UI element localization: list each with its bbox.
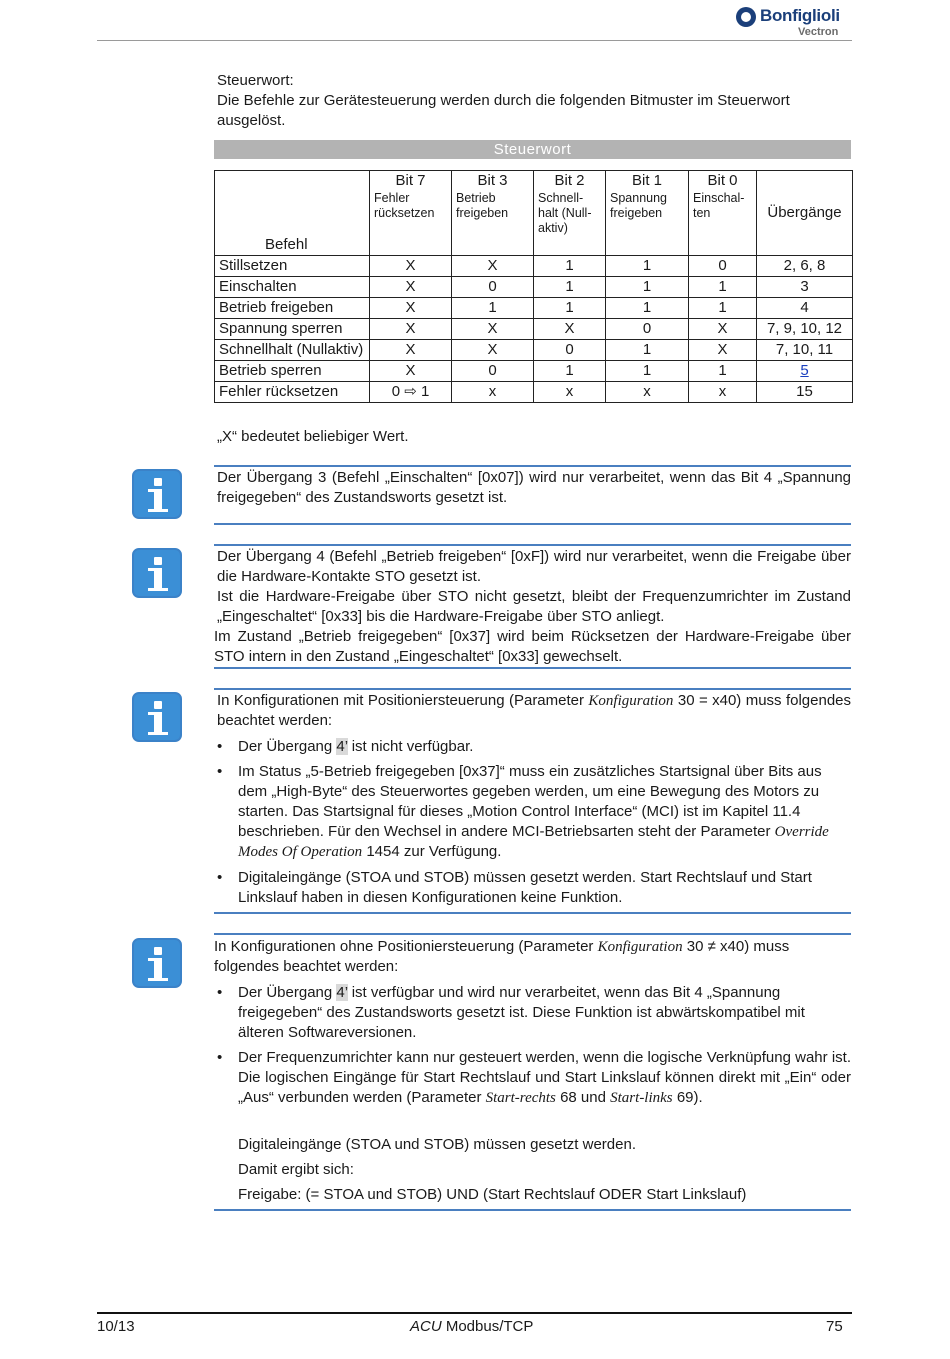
- parameter-name: Konfiguration: [588, 693, 674, 709]
- table-footnote: „X“ bedeutet beliebiger Wert.: [217, 428, 409, 445]
- note2-p1: Der Übergang 4 (Befehl „Betrieb freigeben“ [0xF]) wird nur verarbeitet, wenn die Freigabe über die Hardware-Kontakte STO gesetzt ist.: [217, 548, 851, 585]
- note4-intro: In Konfigurationen ohne Positioniersteuerung (Parameter Konfiguration 30 ≠ x40) muss folgendes beachtet werden:: [214, 938, 790, 975]
- command-cell: Betrieb sperren: [215, 360, 370, 381]
- table-row: [215, 339, 853, 360]
- logo-sub: Vectron: [798, 26, 839, 38]
- transition-cell: 4: [757, 297, 853, 318]
- bit-value: x: [606, 381, 689, 402]
- bit-value: X: [689, 339, 757, 360]
- transition-cell: 15: [757, 381, 853, 402]
- bit-value: 1: [606, 276, 689, 297]
- bit-value: x: [452, 381, 534, 402]
- parameter-name: Start-links: [610, 1090, 673, 1106]
- bit-value: X: [689, 318, 757, 339]
- bit-value: 0: [452, 360, 534, 381]
- bit-value: 0: [452, 276, 534, 297]
- bit-header: Bit 0: [689, 171, 757, 192]
- note-rule-top: [214, 465, 851, 467]
- note-rule-bottom: [214, 1209, 851, 1211]
- command-cell: Stillsetzen: [215, 255, 370, 276]
- steuerwort-table: [214, 170, 853, 403]
- info-icon: [132, 469, 182, 519]
- bit-description: Betrieb freigeben: [452, 191, 534, 255]
- bit-value: X: [452, 318, 534, 339]
- note2-p3: Im Zustand „Betrieb freigegeben“ [0x37] wird beim Rücksetzen der Hardware-Freigabe über STO intern in den Zustand „Eingeschaltet“ [0x33] gewechselt.: [214, 628, 851, 665]
- section-title: Steuerwort:: [217, 72, 294, 89]
- table-row: [215, 360, 853, 381]
- bit-value: x: [689, 381, 757, 402]
- bit-value: X: [370, 339, 452, 360]
- bit-value: 0: [606, 318, 689, 339]
- bit-description: Spannung freigeben: [606, 191, 689, 255]
- bit-value: X: [370, 276, 452, 297]
- highlighted-ref: 4’: [336, 738, 348, 755]
- header-rule: [97, 40, 852, 41]
- bit-value: 1: [534, 255, 606, 276]
- bit-value: 0 ⇨ 1: [370, 381, 452, 402]
- note4-line: Damit ergibt sich:: [238, 1161, 354, 1178]
- bit-value: X: [370, 255, 452, 276]
- footer-title: ACU Modbus/TCP: [410, 1318, 534, 1335]
- parameter-name: Override Modes Of Operation: [238, 824, 829, 860]
- parameter-name: Start-rechts: [485, 1090, 556, 1106]
- table-row: [215, 276, 853, 297]
- bit-value: 1: [689, 276, 757, 297]
- uebergaenge-header: Übergänge: [757, 171, 853, 256]
- command-cell: Fehler rücksetzen: [215, 381, 370, 402]
- table-band-title: Steuerwort: [214, 140, 851, 159]
- bit-value: 1: [689, 360, 757, 381]
- bit-value: X: [534, 318, 606, 339]
- note4-formula: Freigabe: (= STOA und STOB) UND (Start Rechtslauf ODER Start Linkslauf): [238, 1186, 747, 1203]
- bit-value: X: [370, 297, 452, 318]
- note-rule-bottom: [214, 523, 851, 525]
- transition-cell: 7, 10, 11: [757, 339, 853, 360]
- logo-brand: Bonfiglioli: [760, 6, 840, 25]
- bonfiglioli-logo: [736, 4, 854, 38]
- bit-value: 0: [534, 339, 606, 360]
- bit-value: X: [370, 318, 452, 339]
- command-cell: Betrieb freigeben: [215, 297, 370, 318]
- info-icon: [132, 938, 182, 988]
- command-cell: Spannung sperren: [215, 318, 370, 339]
- bit-description: Einschal-ten: [689, 191, 757, 255]
- bit-value: 1: [534, 297, 606, 318]
- info-icon: [132, 548, 182, 598]
- bit-value: 1: [606, 255, 689, 276]
- note-rule-bottom: [214, 667, 851, 669]
- bit-value: 1: [689, 297, 757, 318]
- footer-rule: [97, 1312, 852, 1314]
- bullet-icon: •: [217, 738, 223, 755]
- bit-value: 1: [606, 360, 689, 381]
- logo-mark-icon: [736, 7, 756, 27]
- bit-header: Bit 7: [370, 171, 452, 192]
- highlighted-ref: 4’: [336, 984, 348, 1001]
- bit-value: X: [452, 339, 534, 360]
- note-rule-top: [214, 544, 851, 546]
- bit-value: 1: [534, 360, 606, 381]
- bit-header: Bit 2: [534, 171, 606, 192]
- table-row: [215, 318, 853, 339]
- table-row: [215, 297, 853, 318]
- table-row: [215, 255, 853, 276]
- bit-header: Bit 1: [606, 171, 689, 192]
- note1-text: Der Übergang 3 (Befehl „Einschalten“ [0x07]) wird nur verarbeitet, wenn das Bit 4 „Spannung freigegeben“ des Zustandsworts gesetzt ist.: [217, 469, 851, 506]
- bullet-icon: •: [217, 763, 223, 780]
- bit-value: 1: [452, 297, 534, 318]
- note-rule-bottom: [214, 912, 851, 914]
- footer-date: 10/13: [97, 1318, 135, 1335]
- parameter-name: Konfiguration: [597, 939, 683, 955]
- note2-p2: Ist die Hardware-Freigabe über STO nicht gesetzt, bleibt der Frequenzumrichter im Zustand „Eingeschaltet“ [0x33] bis die Hardware-Freigabe über STO anliegt.: [217, 588, 851, 625]
- bit-value: x: [534, 381, 606, 402]
- bit-header: Bit 3: [452, 171, 534, 192]
- transition-cell: 2, 6, 8: [757, 255, 853, 276]
- bullet-icon: •: [217, 1049, 223, 1066]
- bit-value: 1: [606, 339, 689, 360]
- note-rule-top: [214, 688, 851, 690]
- note4-line: Digitaleingänge (STOA und STOB) müssen gesetzt werden.: [238, 1136, 636, 1153]
- bullet-icon: •: [217, 984, 223, 1001]
- bullet-icon: •: [217, 869, 223, 886]
- footer-product: ACU: [410, 1318, 442, 1335]
- note-rule-top: [214, 933, 851, 935]
- table-row: [215, 381, 853, 402]
- befehl-header: Befehl: [215, 171, 370, 256]
- intro-text: Die Befehle zur Gerätesteuerung werden durch die folgenden Bitmuster im Steuerwort ausgelöst.: [217, 92, 790, 129]
- bit-description: Schnell-halt (Null-aktiv): [534, 191, 606, 255]
- bit-description: Fehler rücksetzen: [370, 191, 452, 255]
- note3-intro: In Konfigurationen mit Positioniersteuerung (Parameter Konfiguration 30 = x40) muss folgendes beachtet werden:: [217, 692, 852, 729]
- bit-value: 0: [689, 255, 757, 276]
- transition-cell: 7, 9, 10, 12: [757, 318, 853, 339]
- page-number: 75: [826, 1318, 843, 1335]
- bit-value: X: [370, 360, 452, 381]
- command-cell: Schnellhalt (Nullaktiv): [215, 339, 370, 360]
- command-cell: Einschalten: [215, 276, 370, 297]
- bit-value: 1: [606, 297, 689, 318]
- transition-link[interactable]: 5: [800, 361, 809, 379]
- transition-cell: 3: [757, 276, 853, 297]
- info-icon: [132, 692, 182, 742]
- bit-value: X: [452, 255, 534, 276]
- bit-value: 1: [534, 276, 606, 297]
- transition-cell: [757, 360, 853, 381]
